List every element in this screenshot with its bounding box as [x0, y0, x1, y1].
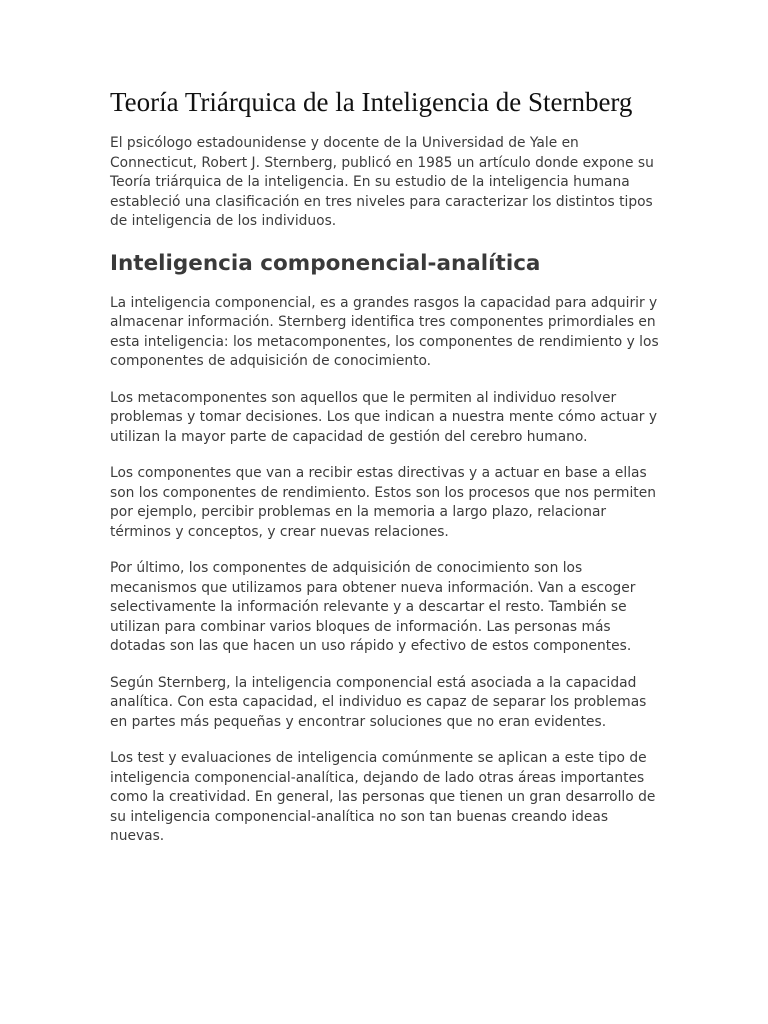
body-paragraph: Por último, los componentes de adquisición de conocimiento son los mecanismos que utilizamos para obtener nueva información. Van a escoger selectivamente la información relevante y a descartar el resto. También se utilizan para combinar varios bloques de información. Las personas más dotadas son las que hacen un uso rápido y efectivo de estos componentes. [110, 560, 636, 654]
intro-paragraph: El psicólogo estadounidense y docente de la Universidad de Yale en Connecticut, Robert J. Sternberg, publicó en 1985 un artículo donde expone su Teoría triárquica de la inteligencia. En su estudio de la inteligencia humana estableció una clasificación en tres niveles para caracterizar los distintos tipos de inteligencia de los individuos. [110, 135, 654, 229]
body-paragraph: Según Sternberg, la inteligencia componencial está asociada a la capacidad analítica. Con esta capacidad, el individuo es capaz de separar los problemas en partes más pequeñas y encontrar soluciones que no eran evidentes. [110, 674, 647, 730]
document-page [110, 86, 662, 864]
body-paragraph: Los test y evaluaciones de inteligencia comúnmente se aplican a este tipo de inteligencia componencial-analítica, dejando de lado otras áreas importantes como la creatividad. En general, las personas que tienen un gran desarrollo de su inteligencia componencial-analítica no son tan buenas creando ideas nuevas. [110, 750, 656, 844]
section-heading: Inteligencia componencial-analítica [110, 250, 541, 276]
body-paragraph: La inteligencia componencial, es a grandes rasgos la capacidad para adquirir y almacenar información. Sternberg identifica tres componentes primordiales en esta inteligencia: los metacomponentes, los componentes de rendimiento y los componentes de adquisición de conocimiento. [110, 294, 659, 369]
document-title: Teoría Triárquica de la Inteligencia de Sternberg [110, 87, 633, 117]
body-paragraph: Los componentes que van a recibir estas directivas y a actuar en base a ellas son los componentes de rendimiento. Estos son los procesos que nos permiten por ejemplo, percibir problemas en la memoria a largo plazo, relacionar términos y conceptos, y crear nuevas relaciones. [110, 465, 656, 540]
body-paragraph: Los metacomponentes son aquellos que le permiten al individuo resolver problemas y tomar decisiones. Los que indican a nuestra mente cómo actuar y utilizan la mayor parte de capacidad de gestión del cerebro humano. [110, 389, 658, 445]
